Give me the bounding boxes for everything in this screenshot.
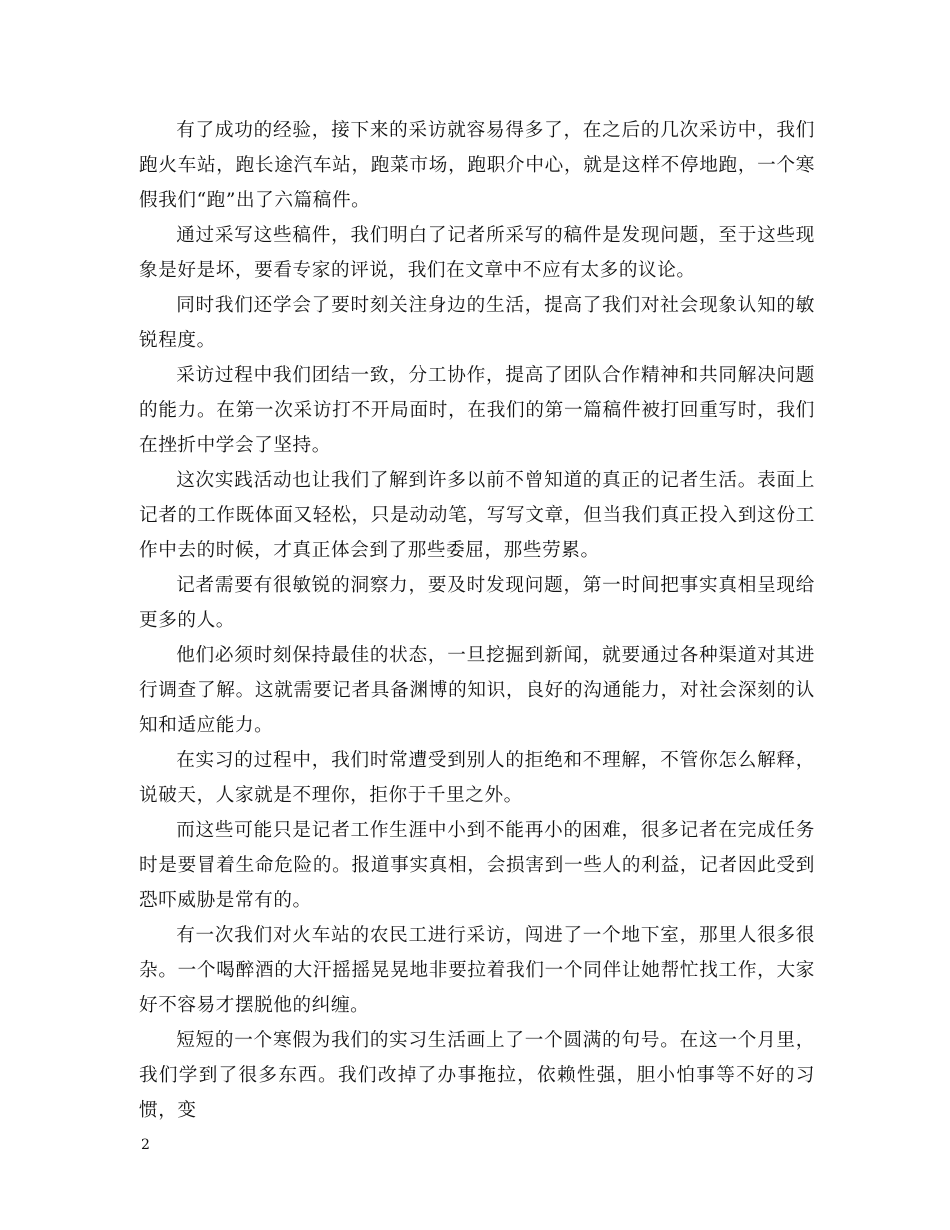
paragraph: 在实习的过程中，我们时常遭受到别人的拒绝和不理解，不管你怎么解释，说破天，人家就是不理你，拒你于千里之外。 (139, 750, 815, 806)
paragraph: 而这些可能只是记者工作生涯中小到不能再小的困难，很多记者在完成任务时是要冒着生命危险的。报道事实真相，会损害到一些人的利益，记者因此受到恐吓威胁是常有的。 (139, 820, 815, 911)
paragraph: 记者需要有很敏锐的洞察力，要及时发现问题，第一时间把事实真相呈现给更多的人。 (139, 575, 815, 631)
page-number: 2 (141, 1137, 150, 1153)
paragraph: 采访过程中我们团结一致，分工协作，提高了团队合作精神和共同解决问题的能力。在第一次采访打不开局面时，在我们的第一篇稿件被打回重写时，我们在挫折中学会了坚持。 (139, 365, 815, 456)
paragraph: 通过采写这些稿件，我们明白了记者所采写的稿件是发现问题，至于这些现象是好是坏，要看专家的评说，我们在文章中不应有太多的议论。 (139, 225, 815, 281)
paragraph: 这次实践活动也让我们了解到许多以前不曾知道的真正的记者生活。表面上记者的工作既体面又轻松，只是动动笔，写写文章，但当我们真正投入到这份工作中去的时候，才真正体会到了那些委屈，那些劳累。 (139, 470, 815, 561)
document-body (139, 113, 815, 1128)
paragraph: 短短的一个寒假为我们的实习生活画上了一个圆满的句号。在这一个月里，我们学到了很多东西。我们改掉了办事拖拉，依赖性强，胆小怕事等不好的习惯，变 (139, 1030, 815, 1121)
paragraph: 有了成功的经验，接下来的采访就容易得多了，在之后的几次采访中，我们跑火车站，跑长途汽车站，跑菜市场，跑职介中心，就是这样不停地跑，一个寒假我们“跑”出了六篇稿件。 (139, 120, 815, 211)
paragraph: 有一次我们对火车站的农民工进行采访，闯进了一个地下室，那里人很多很杂。一个喝醉酒的大汗摇摇晃晃地非要拉着我们一个同伴让她帮忙找工作，大家好不容易才摆脱他的纠缠。 (139, 925, 815, 1016)
paragraph: 他们必须时刻保持最佳的状态，一旦挖掘到新闻，就要通过各种渠道对其进行调查了解。这就需要记者具备渊博的知识，良好的沟通能力，对社会深刻的认知和适应能力。 (139, 645, 815, 736)
paragraph: 同时我们还学会了要时刻关注身边的生活，提高了我们对社会现象认知的敏锐程度。 (139, 295, 815, 351)
